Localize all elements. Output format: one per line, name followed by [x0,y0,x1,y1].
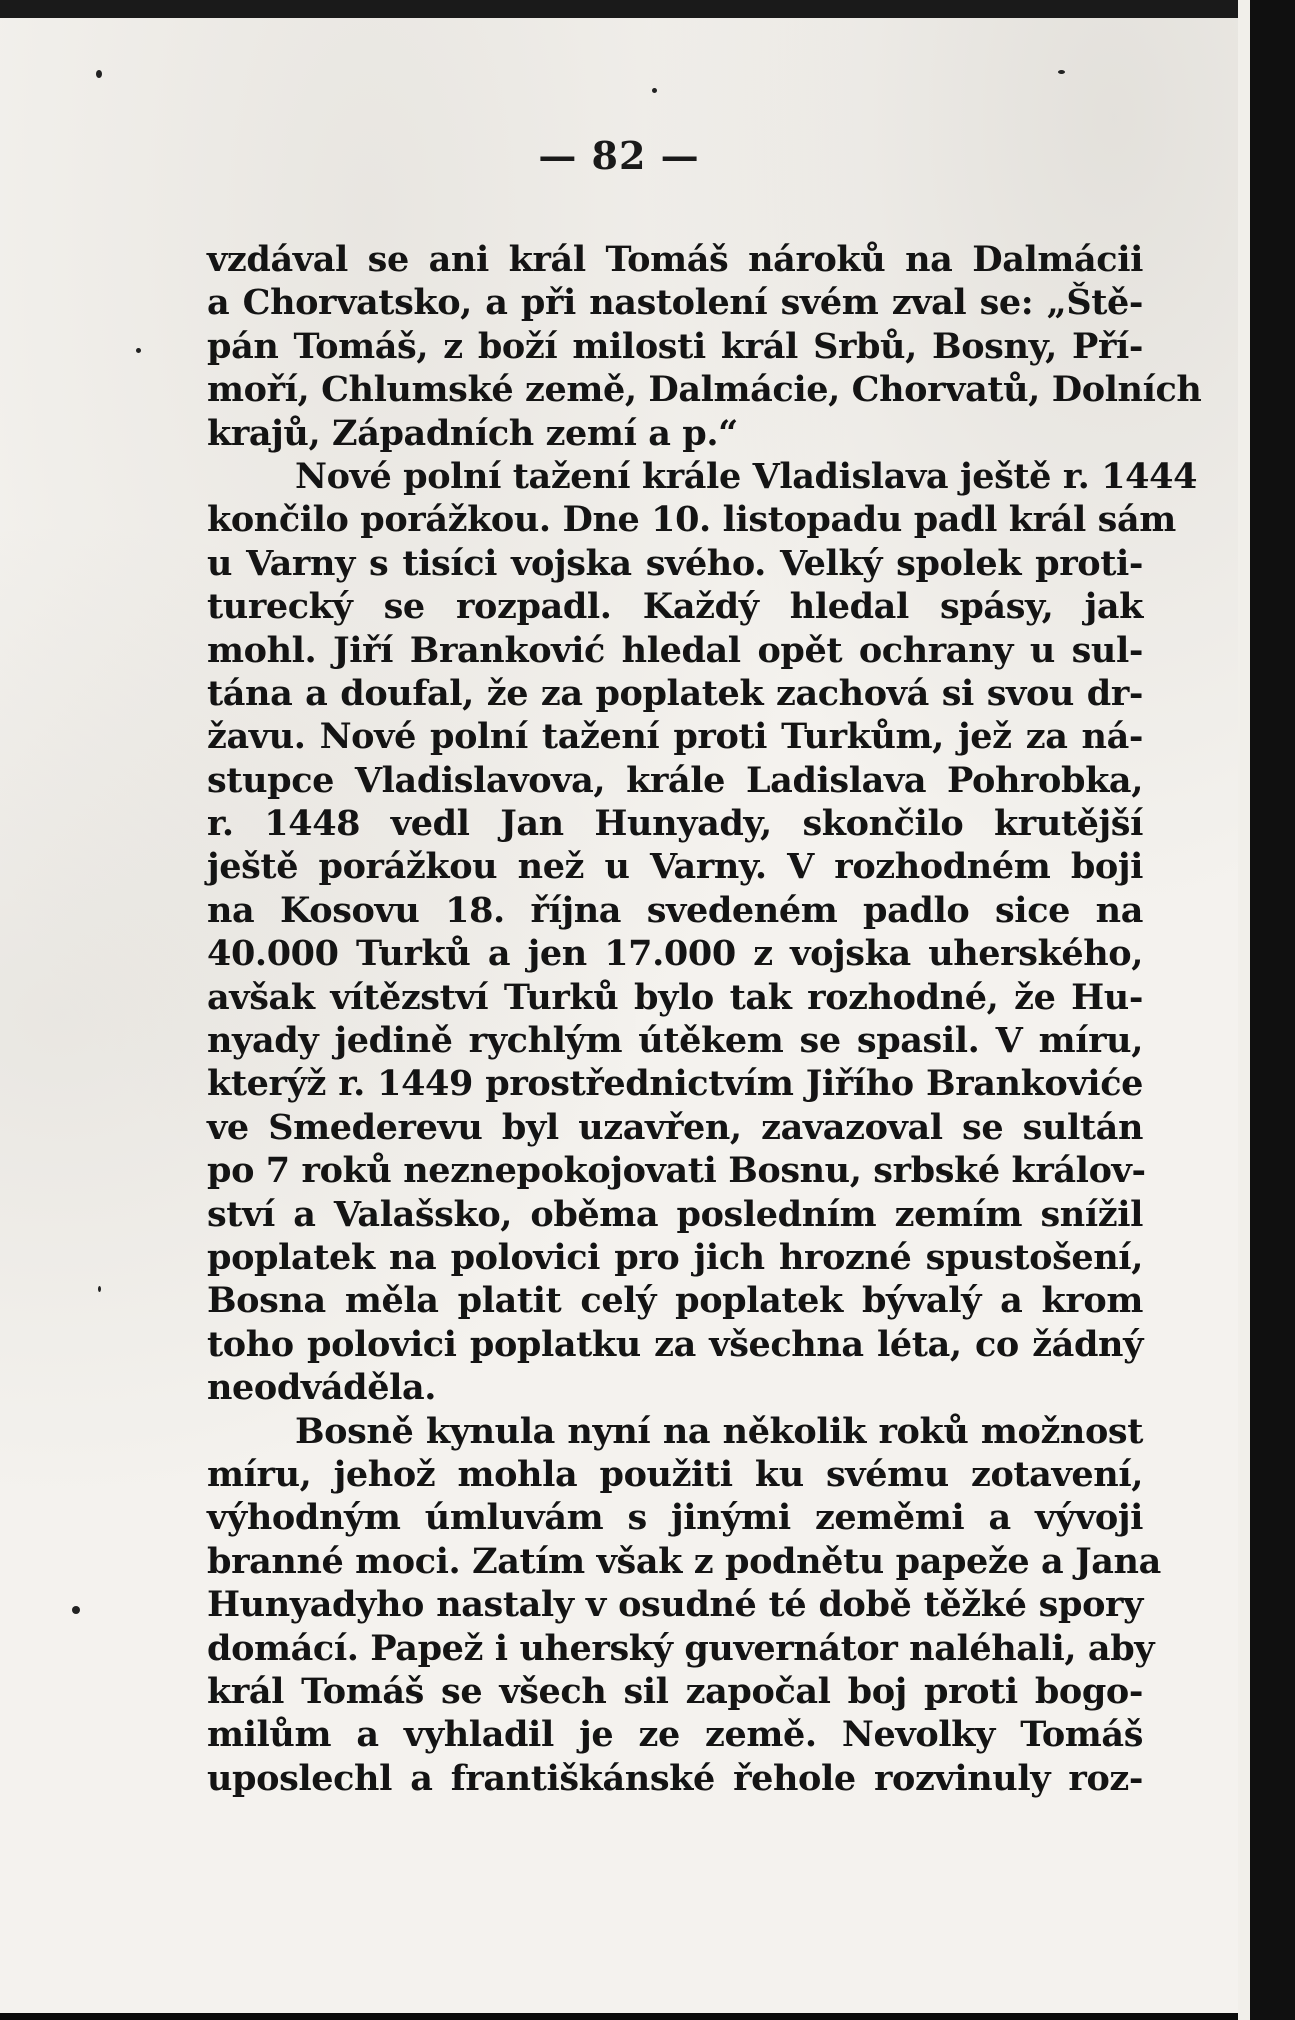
text-line: r. 1448 vedl Jan Hunyady, skončilo krutější [207,803,1143,845]
text-line: pán Tomáš, z boží milosti král Srbů, Bosny, Pří- [207,325,1143,367]
text-line: žavu. Nové polní tažení proti Turkům, jež za ná- [207,716,1143,758]
text-line: avšak vítězství Turků bylo tak rozhodné, že Hu- [207,976,1143,1018]
text-line: král Tomáš se všech sil započal boj proti bogo- [207,1670,1143,1712]
paragraph-start-line: Nové polní tažení krále Vladislava ještě r. 1444 [295,455,1198,497]
text-line: vzdával se ani král Tomáš nároků na Dalmácii [207,239,1143,280]
scan-top-border [0,0,1238,18]
text-line: 40.000 Turků a jen 17.000 z vojska uherského, [207,933,1143,975]
body-text [207,238,1202,1800]
text-line: domácí. Papež i uherský guvernátor naléhali, aby [207,1627,1155,1669]
text-line: moří, Chlumské země, Dalmácie, Chorvatů, Dolních [207,369,1202,411]
text-line: branné moci. Zatím však z podnětu papeže a Jana [207,1540,1161,1582]
text-line: Bosna měla platit celý poplatek bývalý a krom [207,1280,1143,1322]
text-line: ještě porážkou než u Varny. V rozhodném boji [207,846,1143,888]
scan-speck [96,70,102,78]
paragraph-start-line: Bosně kynula nyní na několik roků možnost [295,1410,1143,1452]
scan-right-edge [1238,0,1250,2020]
page-number: — 82 — [538,133,700,178]
text-line: tána a doufal, že za poplatek zachová si svou dr- [207,672,1143,714]
text-line: mohl. Jiří Branković hledal opět ochrany u sul- [207,629,1143,671]
text-line: stupce Vladislavova, krále Ladislava Pohrobka, [207,759,1143,801]
text-line: turecký se rozpadl. Každý hledal spásy, jak [207,586,1143,628]
scan-speck [652,88,657,93]
text-line: milům a vyhladil je ze země. Nevolky Tomáš [207,1714,1143,1756]
text-line: toho polovici poplatku za všechna léta, co žádný [207,1323,1143,1365]
text-line: ství a Valašsko, oběma posledním zemím snížil [207,1193,1143,1235]
text-line: ve Smederevu byl uzavřen, zavazoval se sultán [207,1106,1143,1148]
text-line: krajů, Západních zemí a p.“ [207,412,738,454]
text-line: končilo porážkou. Dne 10. listopadu padl král sám [207,499,1176,541]
text-line: kterýž r. 1449 prostřednictvím Jiřího Brankoviće [207,1063,1143,1105]
scan-speck [72,1606,80,1614]
text-line: nyady jedině rychlým útěkem se spasil. V míru, [207,1020,1143,1062]
scan-right-border [1250,0,1295,2020]
text-line: a Chorvatsko, a při nastolení svém zval se: „Ště- [207,282,1143,324]
text-line: na Kosovu 18. října svedeném padlo sice na [207,889,1143,931]
text-line: poplatek na polovici pro jich hrozné spustošení, [207,1236,1143,1278]
text-line: výhodným úmluvám s jinými zeměmi a vývoji [207,1497,1143,1539]
scan-speck [1058,70,1065,74]
text-line: Hunyadyho nastaly v osudné té době těžké spory [207,1584,1143,1626]
text-line: po 7 roků neznepokojovati Bosnu, srbské králov- [207,1150,1146,1192]
text-line: u Varny s tisíci vojska svého. Velký spolek proti- [207,542,1143,584]
text-line: míru, jehož mohla použiti ku svému zotavení, [207,1453,1143,1495]
text-line: neodváděla. [207,1367,437,1409]
scan-speck [98,1286,101,1292]
scan-speck [136,348,141,353]
text-line: uposlechl a františkánské řehole rozvinuly roz- [207,1757,1143,1799]
